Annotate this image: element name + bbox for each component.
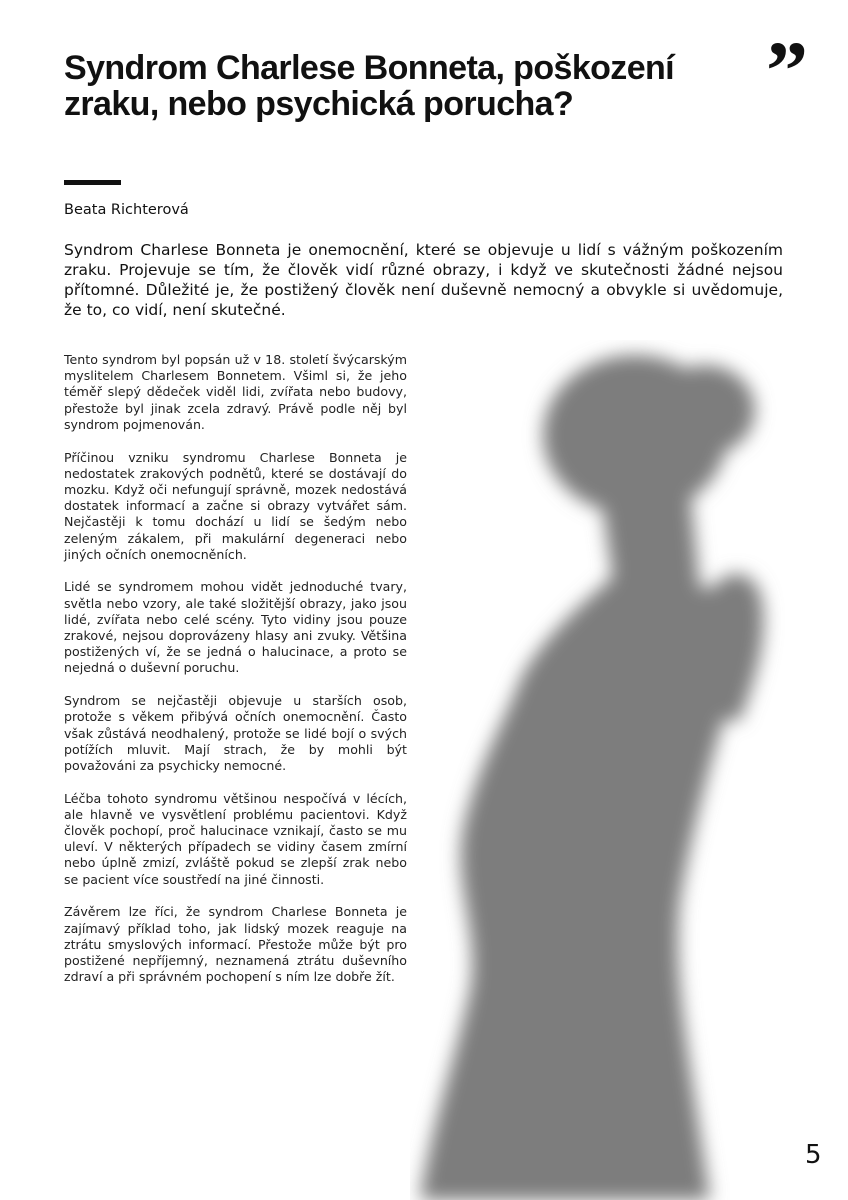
blurred-silhouette-image bbox=[410, 340, 848, 1200]
article-title: Syndrom Charlese Bonneta, poškození zraku, nebo psychická porucha? bbox=[64, 49, 675, 123]
lead-paragraph: Syndrom Charlese Bonneta je onemocnění, které se objevuje u lidí s vážným poškozením zraku. Projevuje se tím, že člověk vidí různé obrazy, i když ve skutečnosti žádné nejsou přítomné. Důležité je, že postižený člověk není duševně nemocný a obvykle si uvědomuje, že to, co vidí, není skutečné. bbox=[64, 241, 783, 319]
author-name: Beata Richterová bbox=[64, 202, 189, 218]
quote-mark-icon: ” bbox=[766, 25, 808, 118]
body-paragraph: Tento syndrom byl popsán už v 18. století švýcarským myslitelem Charlesem Bonnetem. Všiml si, že jeho téměř slepý dědeček viděl lidi, zvířata nebo budovy, přestože byl jinak zcela zdravý. Právě podle něj byl syndrom pojmenován. bbox=[64, 352, 407, 432]
body-paragraph: Lidé se syndromem mohou vidět jednoduché tvary, světla nebo vzory, ale také složitější obrazy, jako jsou lidé, zvířata nebo celé scény. Tyto vidiny jsou pouze zrakové, nejsou doprovázeny hlasy ani zvuky. Většina postižených ví, že se jedná o halucinace, a proto se nejedná o duševní poruchu. bbox=[64, 579, 407, 676]
body-paragraph: Závěrem lze říci, že syndrom Charlese Bonneta je zajímavý příklad toho, jak lidský mozek reaguje na ztrátu smyslových informací. Přestože může být pro postižené nepříjemný, neznamená ztrátu duševního zdraví a při správném pochopení s ním lze dobře žít. bbox=[64, 904, 407, 985]
title-underline bbox=[64, 180, 121, 185]
body-paragraph: Léčba tohoto syndromu většinou nespočívá v lécích, ale hlavně ve vysvětlení problému pacientovi. Když člověk pochopí, proč halucinace vznikají, často se mu uleví. V některých případech se vidiny časem zmírní nebo úplně zmizí, zvláště pokud se zlepší zrak nebo se pacient více soustředí na jiné činnosti. bbox=[64, 790, 407, 887]
body-paragraph: Příčinou vzniku syndromu Charlese Bonneta je nedostatek zrakových podnětů, které se dostávají do mozku. Když oči nefungují správně, mozek nedostává dostatek informací a začne si obrazy vytvářet sám. Nejčastěji k tomu dochází u lidí se šedým nebo zeleným zákalem, při makulární degeneraci nebo jiných očních onemocněních. bbox=[64, 449, 407, 562]
page-number: 5 bbox=[805, 1140, 822, 1170]
article-body bbox=[64, 352, 407, 1002]
body-paragraph: Syndrom se nejčastěji objevuje u starších osob, protože s věkem přibývá očních onemocnění. Často však zůstává neodhalený, protože se lidé bojí o svých potížích mluvit. Mají strach, že by mohli být považováni za psychicky nemocné. bbox=[64, 693, 407, 773]
